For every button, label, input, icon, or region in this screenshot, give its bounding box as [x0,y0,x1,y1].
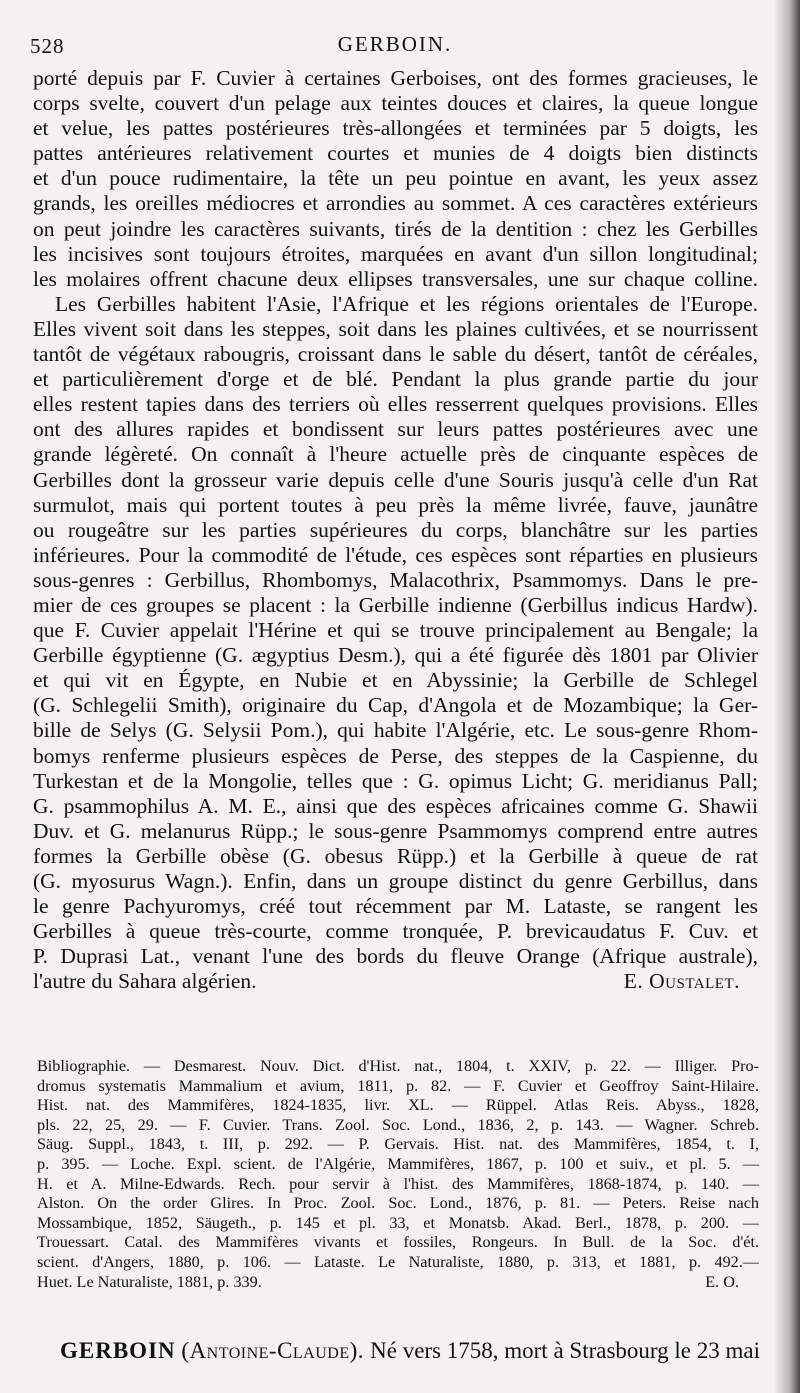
body-line: ou rougeâtre sur les parties supérieures du corps, blanchâtre sur les parties [33,517,758,542]
last-body-line: l'autre du Sahara algérien. [33,969,257,994]
biblio-last-line: Huet. Le Naturaliste, 1881, p. 339. [37,1272,262,1291]
body-line: corps svelte, couvert d'un pelage aux teintes douces et claires, la queue longue [33,91,758,116]
book-spine-shadow [774,0,800,1393]
biblio-line: Trouessart. Catal. des Mammifères vivants et fossiles, Rongeurs. In Bull. de la Soc. d'ét. [37,1233,759,1252]
body-line: bille de Selys (G. Selysii Pom.), qui habite l'Algérie, etc. Le sous-genre Rhom- [33,718,758,743]
body-line: sous-genres : Gerbillus, Rhombomys, Malacothrix, Psammomys. Dans le pre- [33,567,758,592]
body-line: et particulièrement d'orge et de blé. Pendant la plus grande partie du jour [33,367,758,392]
body-line: Elles vivent soit dans les steppes, soit dans les plaines cultivées, et se nourrissent [33,316,758,341]
body-line: G. psammophilus A. M. E., ainsi que des espèces africaines comme G. Shawii [33,793,758,818]
body-line: que F. Cuvier appelait l'Hérine et qui se trouve principalement au Bengale; la [33,618,758,643]
biblio-line: H. et A. Milne-Edwards. Rech. pour servir à l'hist. des Mammifères, 1868-1874, p. 140. — [37,1174,759,1193]
biblio-line: scient. d'Angers, 1880, p. 106. — Lataste. Le Naturaliste, 1880, p. 313, et 1881, p. 492.— [37,1252,759,1271]
body-line: ont des allures rapides et bondissent sur leurs pattes postérieures avec une [33,417,758,442]
body-line: mier de ces groupes se placent : la Gerbille indienne (Gerbillus indicus Hardw). [33,592,758,617]
body-line: grande légèreté. On connaît à l'heure actuelle près de cinquante espèces de [33,442,758,467]
body-line: pattes antérieures relativement courtes et munies de 4 doigts bien distincts [33,141,758,166]
author-signature: E. Oustalet. [623,969,740,994]
body-line: inférieures. Pour la commodité de l'étude, ces espèces sont réparties en plusieurs [33,542,758,567]
body-line: le genre Pachyuromys, créé tout récemment par M. Lataste, se rangent les [33,894,758,919]
body-line: Gerbille égyptienne (G. ægyptius Desm.), qui a été figurée dès 1801 par Olivier [33,643,758,668]
body-line: P. Duprasi Lat., venant l'une des bords du fleuve Orange (Afrique australe), [33,944,758,969]
body-line: formes la Gerbille obèse (G. obesus Rüpp.) et la Gerbille à queue de rat [33,843,758,868]
biblio-line: dromus systematis Mammalium et avium, 1811, p. 82. — F. Cuvier et Geoffroy Saint-Hilaire. [37,1076,759,1095]
body-line: les incisives sont toujours étroites, marquées en avant d'un sillon longitudinal; [33,241,758,266]
body-line: Gerbilles à queue très-courte, comme tronquée, P. brevicaudatus F. Cuv. et [33,919,758,944]
running-head: GERBOIN. [337,32,453,56]
body-line: bomys renferme plusieurs espèces de Perse, des steppes de la Caspienne, du [33,743,758,768]
body-line: Duv. et G. melanurus Rüpp.; le sous-genre Psammomys comprend entre autres [33,818,758,843]
body-line: les molaires offrent chacune deux ellipses transversales, une sur chaque colline. [33,266,758,291]
body-line: (G. myosurus Wagn.). Enfin, dans un groupe distinct du genre Gerbillus, dans [33,869,758,893]
biblio-line: Säug. Suppl., 1843, t. III, p. 292. — P. Gervais. Hist. nat. des Mammifères, 1854, t. I, [37,1135,759,1154]
body-line: porté depuis par F. Cuvier à certaines Gerboises, ont des formes gracieuses, le [33,66,758,90]
body-line: Gerbilles dont la grosseur varie depuis celle d'une Souris jusqu'à celle d'un Rat [33,467,758,492]
biblio-line: Mossambique, 1852, Säugeth., p. 145 et pl. 33, et Monatsb. Akad. Berl., 1878, p. 200. — [37,1213,759,1232]
body-line: (G. Schlegelii Smith), originaire du Cap, d'Angola et de Mozambique; la Ger- [33,693,758,718]
entry-headword: GERBOIN [60,1338,176,1363]
entry-name: (Antoine-Claude). [181,1338,365,1363]
biblio-line: Hist. nat. des Mammifères, 1824-1835, livr. XL. — Rüppel. Atlas Reis. Abyss., 1828, [37,1096,759,1115]
body-line: tantôt de végétaux rabougris, croissant dans le sable du désert, tantôt de céréales, [33,342,758,367]
page-number: 528 [30,34,65,58]
bibliography [37,1057,759,1292]
biblio-line: Bibliographie. — Desmarest. Nouv. Dict. d'Hist. nat., 1804, t. XXIV, p. 22. — Illiger. Pro- [37,1057,759,1075]
body-line: surmulot, mais qui portent toutes à peu près la même livrée, fauve, jaunâtre [33,492,758,517]
biblio-line: pls. 22, 25, 29. — F. Cuvier. Trans. Zool. Soc. Lond., 1836, 2, p. 143. — Wagner. Schreb. [37,1115,759,1134]
biblio-closing-line [37,1273,759,1293]
body-line: et qui vit en Égypte, en Nubie et en Abyssinie; la Gerbille de Schlegel [33,668,758,693]
body-line: et d'un pouce rudimentaire, la tête un peu pointue en avant, les yeux assez [33,166,758,191]
body-line: on peut joindre les caractères suivants, tirés de la dentition : chez les Gerbilles [33,216,758,241]
entry-text: Né vers 1758, mort à Strasbourg le 23 mai [370,1338,760,1363]
biblio-line: p. 395. — Loche. Expl. scient. de l'Algérie, Mammifères, 1867, p. 100 et suiv., et pl. 5. — [37,1154,759,1173]
biblio-line: Alston. On the order Glires. In Proc. Zool. Soc. Lond., 1876, p. 81. — Peters. Reise nach [37,1194,759,1213]
body-line: et velue, les pattes postérieures très-allongées et terminées par 5 doigts, les [33,116,758,141]
biblio-signature: E. O. [705,1272,739,1291]
page-header [30,30,760,60]
body-line: Turkestan et de la Mongolie, telles que : G. opimus Licht; G. meridianus Pall; [33,768,758,793]
body-line: Les Gerbilles habitent l'Asie, l'Afrique et les régions orientales de l'Europe. [55,291,758,316]
closing-line [33,969,758,994]
next-entry [60,1338,760,1364]
article-body [33,66,758,994]
body-line: elles restent tapies dans des terriers où elles resserrent quelques provisions. Elles [33,392,758,417]
body-line: grands, les oreilles médiocres et arrondies au sommet. A ces caractères extérieurs [33,191,758,216]
